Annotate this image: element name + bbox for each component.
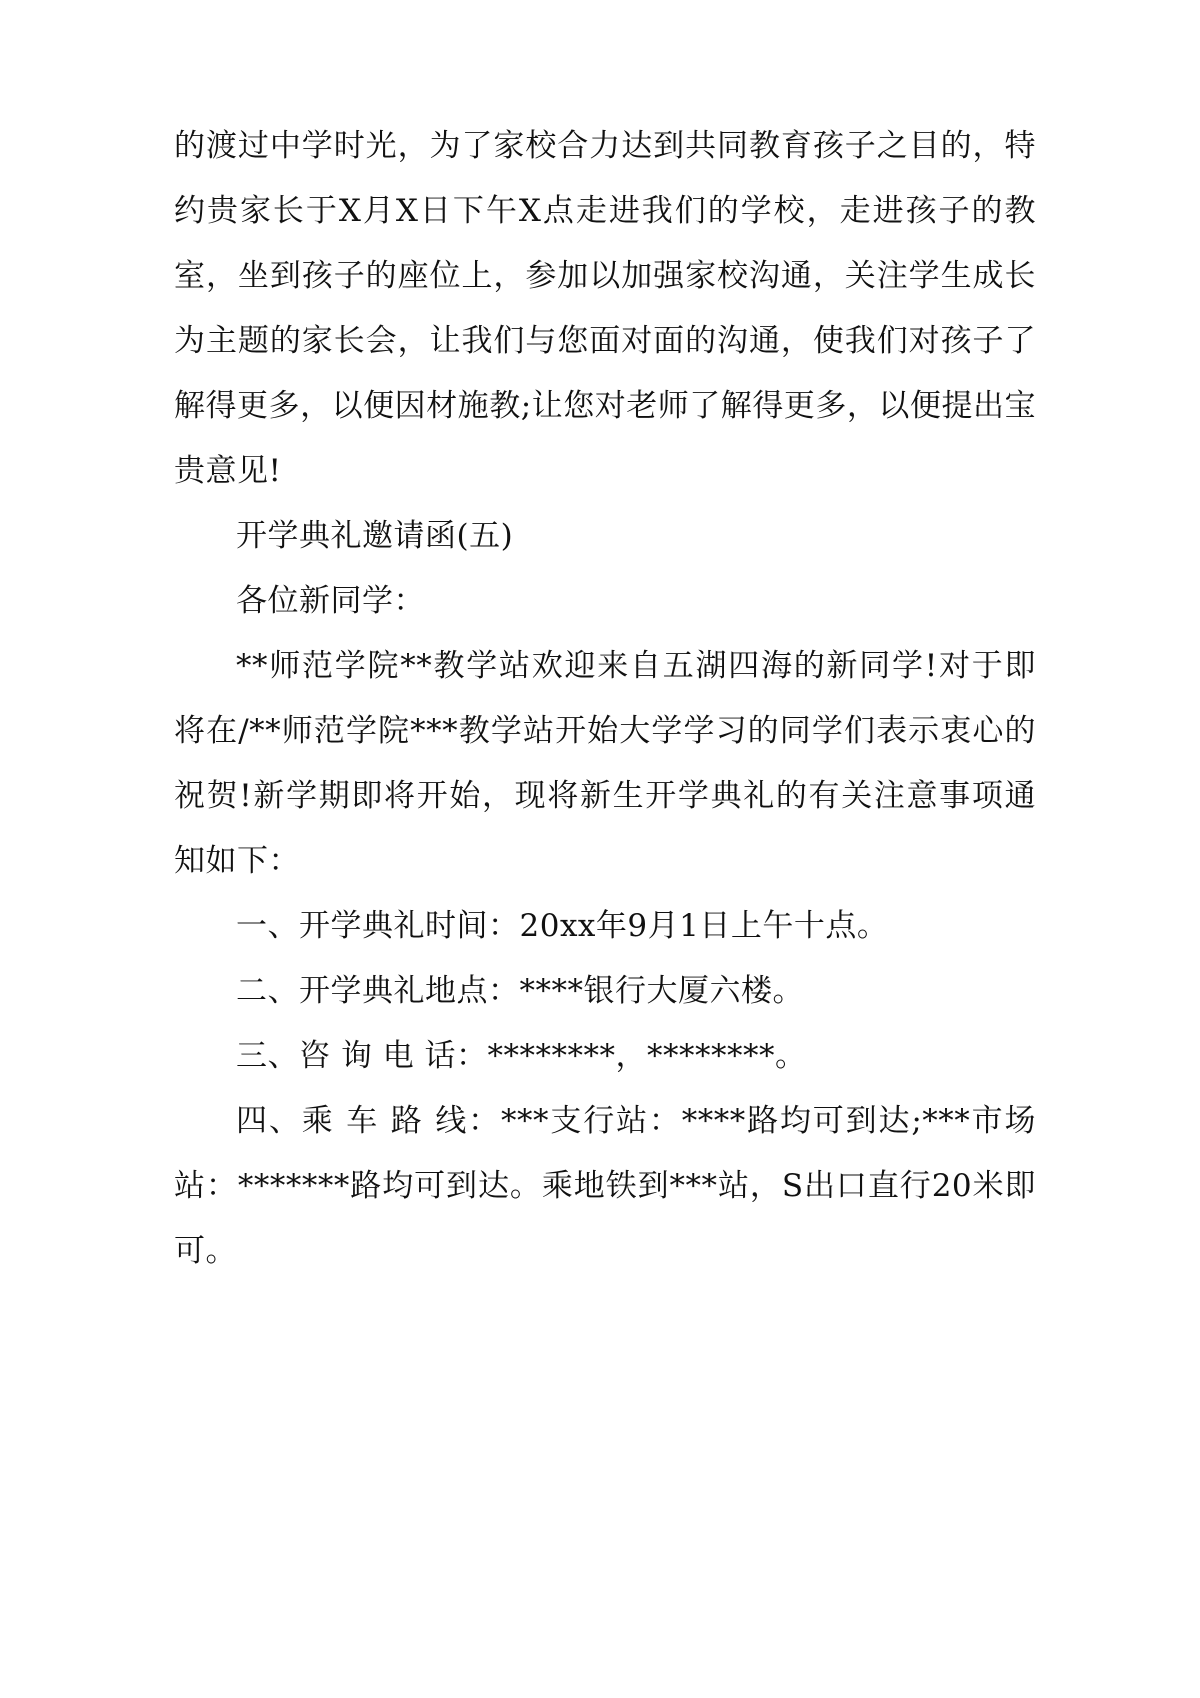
- paragraph-welcome: **师范学院**教学站欢迎来自五湖四海的新同学!对于即将在/**师范学院***教学站开始大学学习的同学们表示衷心的祝贺!新学期即将开始，现将新生开学典礼的有关注意事项通知如下：: [174, 648, 1036, 879]
- list-item-phone: 三、咨 询 电 话：********，********。: [236, 1038, 807, 1074]
- list-item-time: 一、开学典礼时间：20xx年9月1日上午十点。: [236, 908, 889, 944]
- section-heading: 开学典礼邀请函(五): [236, 518, 514, 554]
- list-item-location: 二、开学典礼地点：****银行大厦六楼。: [236, 973, 804, 1009]
- paragraph-letter-continuation: 的渡过中学时光，为了家校合力达到共同教育孩子之目的，特约贵家长于X月X日下午X点走进我们的学校，走进孩子的教室，坐到孩子的座位上，参加以加强家校沟通，关注学生成长为主题的家长会，让我们与您面对面的沟通，使我们对孩子了解得更多，以便因材施教;让您对老师了解得更多，以便提出宝贵意见!: [174, 128, 1036, 489]
- list-item-route: 四、乘 车 路 线：***支行站：****路均可到达;***市场站：*******路均可到达。乘地铁到***站，S出口直行20米即可。: [174, 1103, 1036, 1269]
- salutation: 各位新同学：: [236, 583, 425, 619]
- document-body: [174, 114, 1036, 1284]
